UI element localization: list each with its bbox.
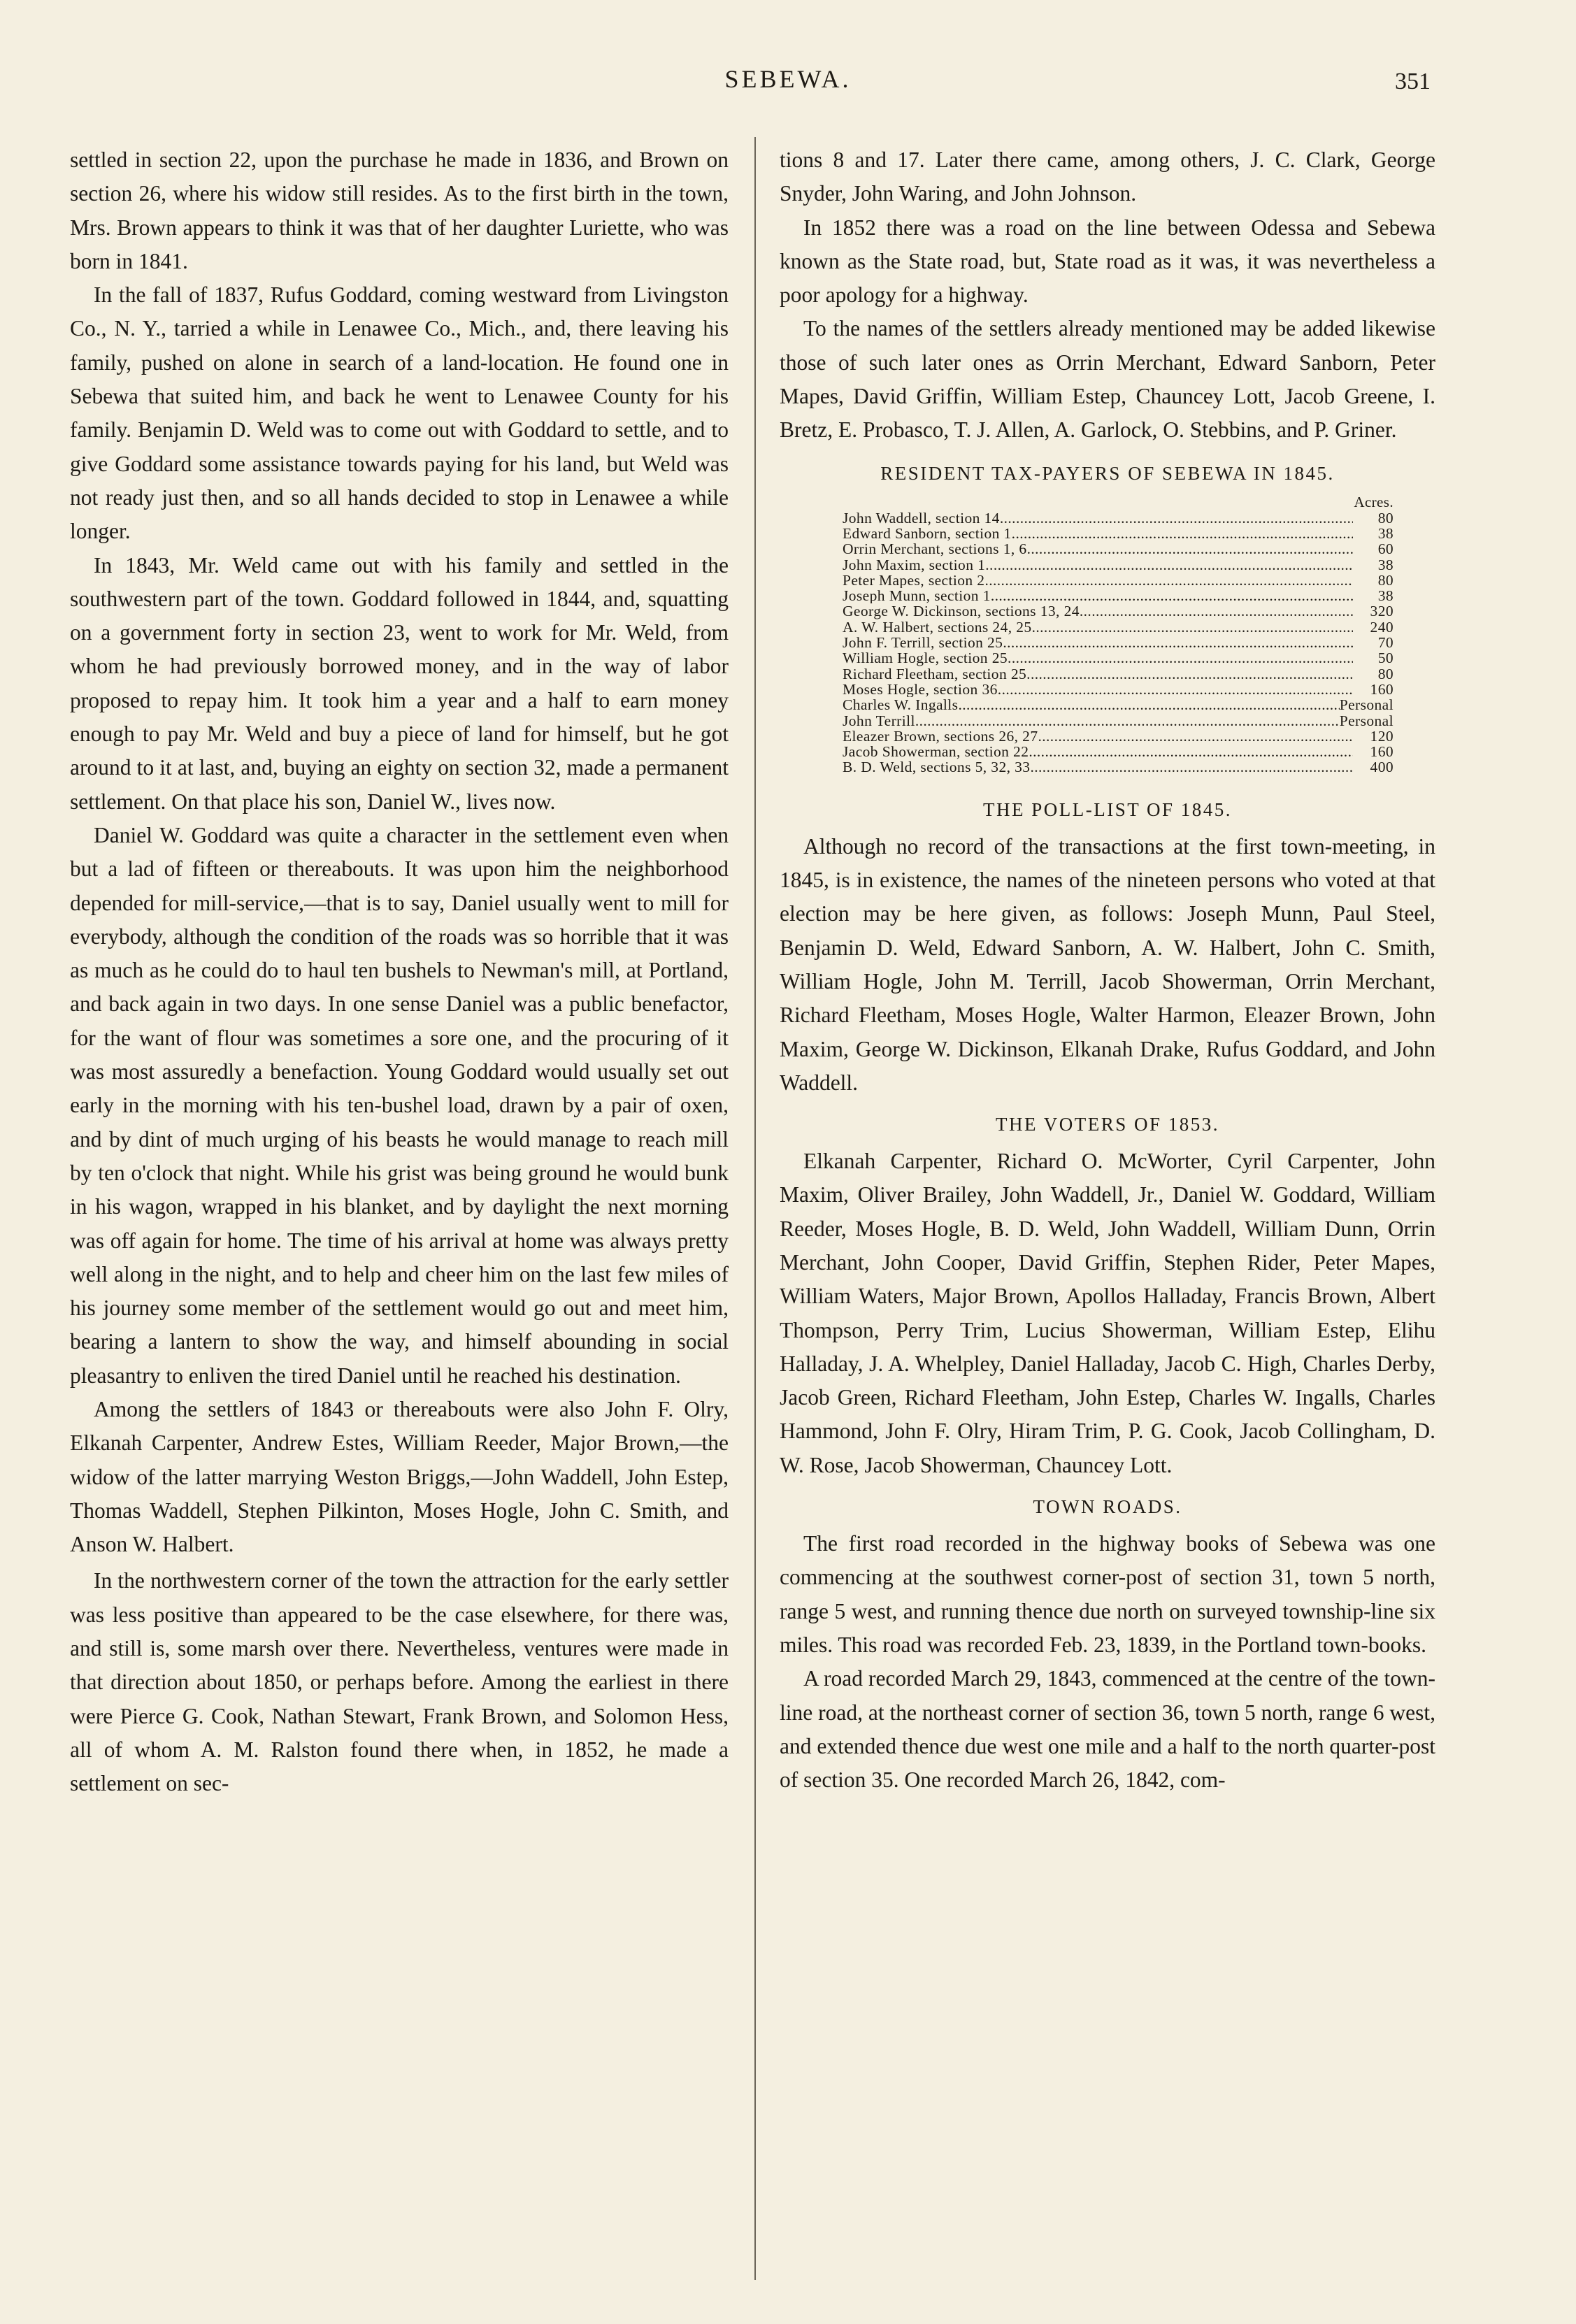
tax-row-acres: 50 [1377, 650, 1394, 666]
paragraph: In the fall of 1837, Rufus Goddard, coming westward from Livingston Co., N. Y., tarried a while in Lenawee Co., Mich., and, there leaving his family, pushed on alone in search of a land-location. He found one in Sebewa that suited him, and back he went to Lenawee County for his family. Benjamin D. Weld was to come out with Goddard to settle, and to give Goddard some assistance towards paying for his land, but Weld was not ready just then, and so all hands decided to stop in Lenawee a while longer. [70, 282, 729, 544]
tax-row [843, 619, 1394, 635]
tax-row-name: Moses Hogle, section 36 [843, 681, 998, 698]
tax-row-name: Orrin Merchant, sections 1, 6 [843, 541, 1027, 557]
leader-dots [1038, 729, 1353, 744]
leader-dots [1027, 541, 1353, 557]
leader-dots [958, 697, 1339, 712]
tax-row-acres: 38 [1377, 557, 1394, 573]
leader-dots [1026, 666, 1353, 682]
tax-unit-label: Acres. [1354, 493, 1394, 510]
voters-heading: THE VOTERS OF 1853. [995, 1114, 1220, 1135]
leader-dots [1029, 744, 1353, 759]
paragraph: In 1843, Mr. Weld came out with his family and settled in the southwestern part of the town. Goddard followed in 1844, and, squatting on a government forty in section 23, went to work for Mr. Weld, from whom he had previously borrowed money, and in the way of labor proposed to repay him. It took him a year and a half to earn money enough to pay Mr. Weld and buy a piece of land for himself, but he got around to it at last, and, buying an eighty on section 32, made a permanent settlement. On that place his son, Daniel W., lives now. [70, 552, 729, 814]
leader-dots [984, 573, 1353, 588]
tax-row [843, 635, 1394, 650]
tax-row [843, 557, 1394, 573]
tax-row [843, 573, 1394, 588]
leader-dots [998, 682, 1353, 697]
paragraph: In the northwestern corner of the town the attraction for the early settler was less positive than appeared to be the case elsewhere, for there was, and still is, some marsh over there. Nevertheless, ventures were made in that direction about 1850, or perhaps before. Among the earliest in there were Pierce G. Cook, Nathan Stewart, Frank Brown, and Solomon Hess, all of whom A. M. Ralston found there when, in 1852, he made a settlement on sec- [70, 1568, 729, 1796]
tax-row [843, 682, 1394, 697]
tax-row-acres: Personal [1339, 697, 1394, 713]
paragraph: Daniel W. Goddard was quite a character in the settlement even when but a lad of fifteen or thereabouts. It was upon him the neighborhood depended for mill-service,—that is to say, Daniel usually went to mill for everybody, although the condition of the roads was so horrible that it was as much as he could do to haul ten bushels to Newman's mill, at Portland, and back again in two days. In one sense Daniel was a public benefactor, for the want of flour was sometimes a sore one, and the procuring of it was most assuredly a benefaction. Young Goddard would usually set out early in the morning with his ten-bushel load, drawn by a pair of oxen, and by dint of much urging of his beasts he would manage to reach mill by ten o'clock that night. While his grist was being ground he would bunk in his wagon, wrapped in his blanket, and by daylight the next morning was off again for home. The time of his arrival at home was always pretty well along in the night, and to help and cheer him on the last few miles of his journey some member of the settlement would go out and meet him, bearing a lantern to show the way, and himself abounding in social pleasantry to enliven the tired Daniel until he reached his destination. [70, 822, 729, 1388]
tax-row [843, 650, 1394, 666]
tax-row-name: John Waddell, section 14 [843, 510, 1000, 526]
leader-dots [1008, 650, 1353, 666]
tax-row-name: Richard Fleetham, section 25 [843, 666, 1027, 682]
tax-row-name: Peter Mapes, section 2 [843, 572, 985, 589]
tax-row [843, 744, 1394, 759]
leader-dots [1080, 603, 1353, 619]
paragraph: To the names of the settlers already mentioned may be added likewise those of such later ones as Orrin Merchant, Edward Sanborn, Peter Mapes, David Griffin, William Estep, Chauncey Lott, Jacob Greene, I. Bretz, E. Probasco, T. J. Allen, A. Garlock, O. Stebbins, and P. Griner. [780, 316, 1435, 443]
tax-row-name: Eleazer Brown, sections 26, 27 [843, 728, 1038, 745]
tax-row [843, 526, 1394, 541]
tax-row-acres: 120 [1370, 728, 1394, 745]
paragraph: settled in section 22, upon the purchase he made in 1836, and Brown on section 26, where his widow still resides. As to the first birth in the town, Mrs. Brown appears to think it was that of her daughter Luriette, who was born in 1841. [70, 148, 729, 273]
tax-row-acres: 320 [1370, 603, 1394, 619]
leader-dots [1030, 759, 1353, 775]
leader-dots [985, 557, 1353, 573]
tax-row-acres: 60 [1377, 541, 1394, 557]
leader-dots [1032, 619, 1353, 635]
running-title: SEBEWA. [724, 65, 852, 93]
tax-row-name: John Maxim, section 1 [843, 557, 986, 573]
leader-dots [915, 713, 1340, 729]
paragraph: In 1852 there was a road on the line between Odessa and Sebewa known as the State road, but, State road as it was, it was nevertheless a poor apology for a highway. [780, 215, 1435, 308]
tax-row-acres: Personal [1339, 712, 1394, 729]
tax-row [843, 510, 1394, 526]
tax-row [843, 588, 1394, 603]
tax-row-acres: 80 [1377, 510, 1394, 526]
tax-row-name: Jacob Showerman, section 22 [843, 744, 1029, 760]
column-divider [754, 137, 756, 2280]
tax-payers-table [843, 494, 1394, 775]
tax-row [843, 666, 1394, 682]
paragraph: Among the settlers of 1843 or thereabouts were also John F. Olry, Elkanah Carpenter, Andrew Estes, William Reeder, Major Brown,—the widow of the latter marrying Weston Briggs,—John Waddell, John Estep, Thomas Waddell, Stephen Pilkinton, Moses Hogle, John C. Smith, and Anson W. Halbert. [70, 1396, 729, 1557]
paragraph: tions 8 and 17. Later there came, among others, J. C. Clark, George Snyder, John Waring, and John Johnson. [780, 148, 1435, 206]
leader-dots [1012, 526, 1353, 541]
page-number: 351 [1395, 69, 1431, 94]
tax-row-name: Joseph Munn, section 1 [843, 588, 991, 604]
tax-row [843, 541, 1394, 557]
tax-row-acres: 80 [1377, 572, 1394, 589]
paragraph: Elkanah Carpenter, Richard O. McWorter, Cyril Carpenter, John Maxim, Oliver Brailey, John Waddell, Jr., Daniel W. Goddard, William Reeder, Moses Hogle, B. D. Weld, John Waddell, William Dunn, Orrin Merchant, John Cooper, David Griffin, Stephen Rider, Peter Mapes, William Waters, Major Brown, Apollos Halladay, Francis Brown, Albert Thompson, Perry Trim, Lucius Showerman, William Estep, Elihu Halladay, J. A. Whelpley, Daniel Halladay, Jacob C. High, Charles Derby, Jacob Green, Richard Fleetham, John Estep, Charles W. Ingalls, Charles Hammond, John F. Olry, Hiram Trim, P. G. Cook, Jacob Collingham, D. W. Rose, Jacob Showerman, Chauncey Lott. [780, 1149, 1435, 1477]
left-column [70, 143, 729, 1801]
right-column [780, 143, 1435, 1797]
tax-row-acres: 70 [1377, 635, 1394, 651]
tax-row-name: Edward Sanborn, section 1 [843, 525, 1012, 542]
paragraph: The first road recorded in the highway books of Sebewa was one commencing at the southwest corner-post of section 31, town 5 north, range 5 west, and running thence due north on surveyed township-line six miles. This road was recorded Feb. 23, 1839, in the Portland town-books. [780, 1531, 1435, 1657]
town-roads-heading: TOWN ROADS. [1033, 1496, 1182, 1518]
tax-row-acres: 240 [1370, 619, 1394, 636]
tax-row-name: George W. Dickinson, sections 13, 24 [843, 603, 1080, 619]
tax-row-acres: 38 [1377, 588, 1394, 604]
leader-dots [1000, 510, 1353, 526]
tax-row-name: B. D. Weld, sections 5, 32, 33 [843, 759, 1031, 775]
tax-row-name: John F. Terrill, section 25 [843, 635, 1003, 651]
tax-row-name: Charles W. Ingalls [843, 697, 959, 713]
poll-list-heading: THE POLL-LIST OF 1845. [983, 798, 1232, 820]
tax-row-acres: 160 [1370, 744, 1394, 760]
tax-row [843, 713, 1394, 729]
page-header [0, 64, 1576, 113]
paragraph: A road recorded March 29, 1843, commenced at the centre of the town-line road, at the northeast corner of section 36, town 5 north, range 6 west, and extended thence due west one mile and a half to the north quarter-post of section 35. One recorded March 26, 1842, com- [780, 1666, 1435, 1793]
tax-row-acres: 38 [1377, 525, 1394, 542]
paragraph: Although no record of the transactions at the first town-meeting, in 1845, is in existence, the names of the nineteen persons who voted at that election may be here given, as follows: Joseph Munn, Paul Steel, Benjamin D. Weld, Edward Sanborn, A. W. Halbert, John C. Smith, William Hogle, John M. Terrill, Jacob Showerman, Orrin Merchant, Richard Fleetham, Moses Hogle, Walter Harmon, Eleazer Brown, John Maxim, George W. Dickinson, Elkanah Drake, Rufus Goddard, and John Waddell. [780, 833, 1435, 1095]
tax-row-acres: 80 [1377, 666, 1394, 682]
leader-dots [1003, 635, 1353, 650]
tax-rows [843, 510, 1394, 775]
tax-payers-heading: RESIDENT TAX-PAYERS OF SEBEWA IN 1845. [880, 462, 1335, 484]
leader-dots [991, 588, 1353, 603]
tax-row-acres: 400 [1370, 759, 1394, 775]
tax-row-acres: 160 [1370, 681, 1394, 698]
tax-row-name: William Hogle, section 25 [843, 650, 1008, 666]
tax-row [843, 729, 1394, 744]
tax-row [843, 759, 1394, 775]
spacer [780, 775, 1435, 785]
tax-row-name: A. W. Halbert, sections 24, 25 [843, 619, 1032, 636]
tax-row [843, 603, 1394, 619]
tax-row-name: John Terrill [843, 712, 915, 729]
tax-row [843, 697, 1394, 712]
